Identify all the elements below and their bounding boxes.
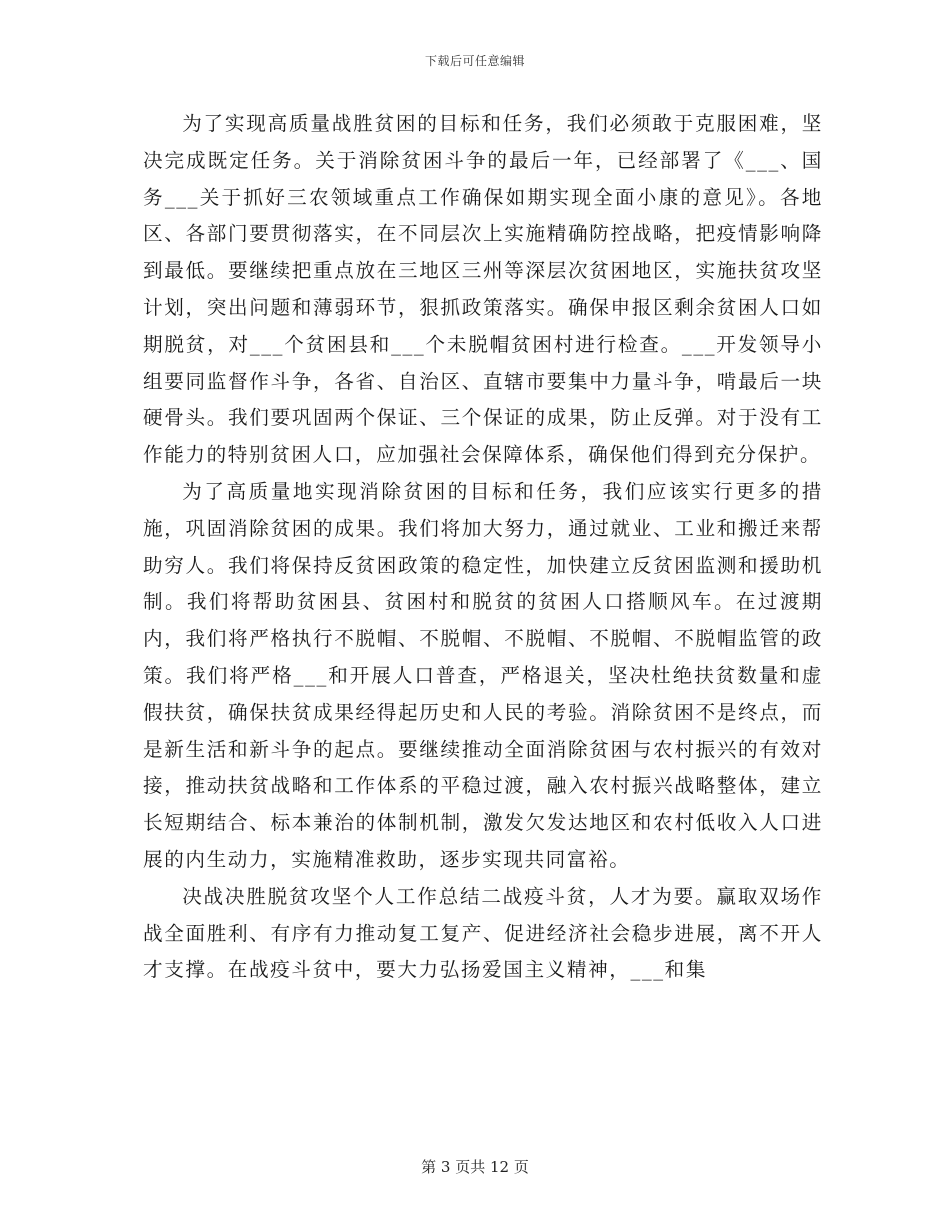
document-body xyxy=(143,106,823,989)
paragraph-3: 决战决胜脱贫攻坚个人工作总结二战疫斗贫，人才为要。赢取双场作战全面胜利、有序有力推动复工复产、促进经济社会稳步进展，离不开人才支撑。在战疫斗贫中，要大力弘扬爱国主义精神，___和集 xyxy=(143,884,823,982)
paragraph-1: 为了实现高质量战胜贫困的目标和任务，我们必须敢于克服困难，坚决完成既定任务。关于消除贫困斗争的最后一年，已经部署了《___、国务___关于抓好三农领域重点工作确保如期实现全面小康的意见》。各地区、各部门要贯彻落实，在不同层次上实施精确防控战略，把疫情影响降到最低。要继续把重点放在三地区三州等深层次贫困地区，实施扶贫攻坚计划，突出问题和薄弱环节，狠抓政策落实。确保申报区剩余贫困人口如期脱贫，对___个贫困县和___个未脱帽贫困村进行检查。___开发领导小组要同监督作斗争，各省、自治区、直辖市要集中力量斗争，啃最后一块硬骨头。我们要巩固两个保证、三个保证的成果，防止反弹。对于没有工作能力的特别贫困人口，应加强社会保障体系，确保他们得到充分保护。 xyxy=(143,112,823,467)
page-number: 第 3 页共 12 页 xyxy=(421,1158,529,1176)
paragraph-2: 为了高质量地实现消除贫困的目标和任务，我们应该实行更多的措施，巩固消除贫困的成果。我们将加大努力，通过就业、工业和搬迁来帮助穷人。我们将保持反贫困政策的稳定性，加快建立反贫困监测和援助机制。我们将帮助贫困县、贫困村和脱贫的贫困人口搭顺风车。在过渡期内，我们将严格执行不脱帽、不脱帽、不脱帽、不脱帽、不脱帽监管的政策。我们将严格___和开展人口普查，严格退关，坚决杜绝扶贫数量和虚假扶贫，确保扶贫成果经得起历史和人民的考验。消除贫困不是终点，而是新生活和新斗争的起点。要继续推动全面消除贫困与农村振兴的有效对接，推动扶贫战略和工作体系的平稳过渡，融入农村振兴战略整体，建立长短期结合、标本兼治的体制机制，激发欠发达地区和农村低收入人口进展的内生动力，实施精准救助，逐步实现共同富裕。 xyxy=(143,479,823,871)
page-header: 下载后可任意编辑 xyxy=(424,54,525,68)
